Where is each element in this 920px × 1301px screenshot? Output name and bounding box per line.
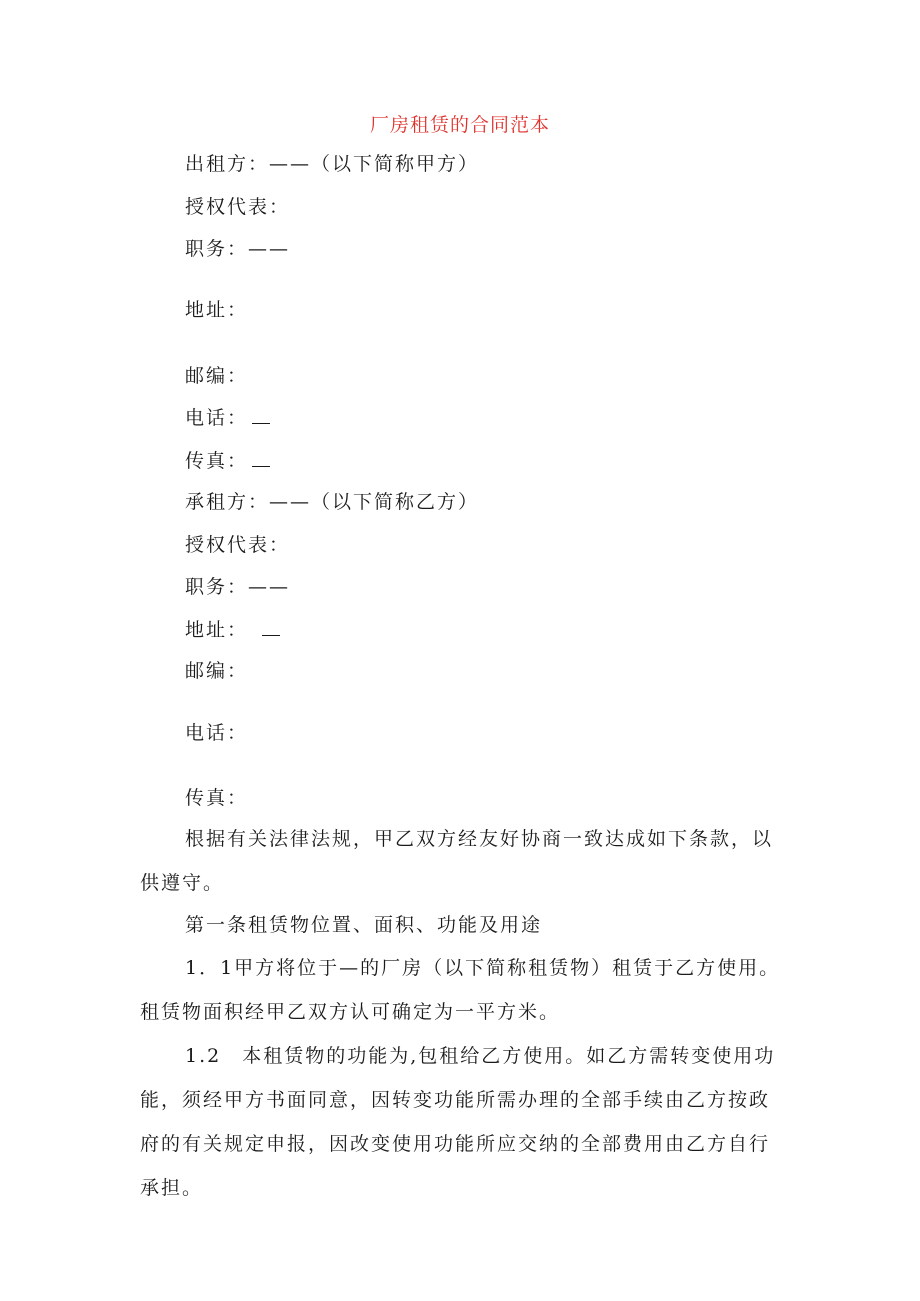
- blank-line: [252, 450, 270, 467]
- lessor-fax: 传真：: [185, 450, 249, 472]
- lessor-phone: 电话：: [185, 407, 249, 429]
- lessee-address-row: [185, 618, 280, 642]
- lessee-position: 职务：——: [185, 576, 291, 598]
- lessee-fax: 传真：: [185, 787, 249, 809]
- lessee-phone: 电话：: [185, 722, 249, 744]
- lessor-position: 职务：——: [185, 238, 291, 260]
- article1-clause-1-2: 1.2 本租赁物的功能为,包租给乙方使用。如乙方需转变使用功能，须经甲方书面同意，因转变功能所需办理的全部手续由乙方按政府的有关规定申报，因改变使用功能所应交纳的全部费用由乙方自行承担。: [140, 1045, 776, 1199]
- lessor-address: 地址：: [185, 299, 249, 321]
- lessor-party: 出租方：——（以下简称甲方）: [185, 153, 480, 175]
- intro-paragraph: 根据有关法律法规，甲乙双方经友好协商一致达成如下条款，以供遵守。: [140, 828, 774, 894]
- document-title: 厂房租赁的合同范本: [369, 114, 550, 136]
- blank-line: [252, 407, 270, 424]
- lessor-phone-row: [185, 406, 270, 430]
- blank-line: [262, 619, 280, 636]
- lessor-fax-row: [185, 449, 270, 473]
- article1-clause-1-1: 1．1甲方将位于—的厂房（以下简称租赁物）租赁于乙方使用。租赁物面积经甲乙双方认可确定为一平方米。: [140, 957, 781, 1023]
- article1-heading: 第一条租赁物位置、面积、功能及用途: [185, 914, 543, 936]
- lessor-postcode: 邮编：: [185, 365, 249, 387]
- lessee-party: 承租方：——（以下简称乙方）: [185, 491, 480, 513]
- lessee-postcode: 邮编：: [185, 660, 249, 682]
- lessee-rep: 授权代表：: [185, 534, 291, 556]
- lessee-address: 地址：: [185, 619, 249, 641]
- lessor-rep: 授权代表：: [185, 196, 291, 218]
